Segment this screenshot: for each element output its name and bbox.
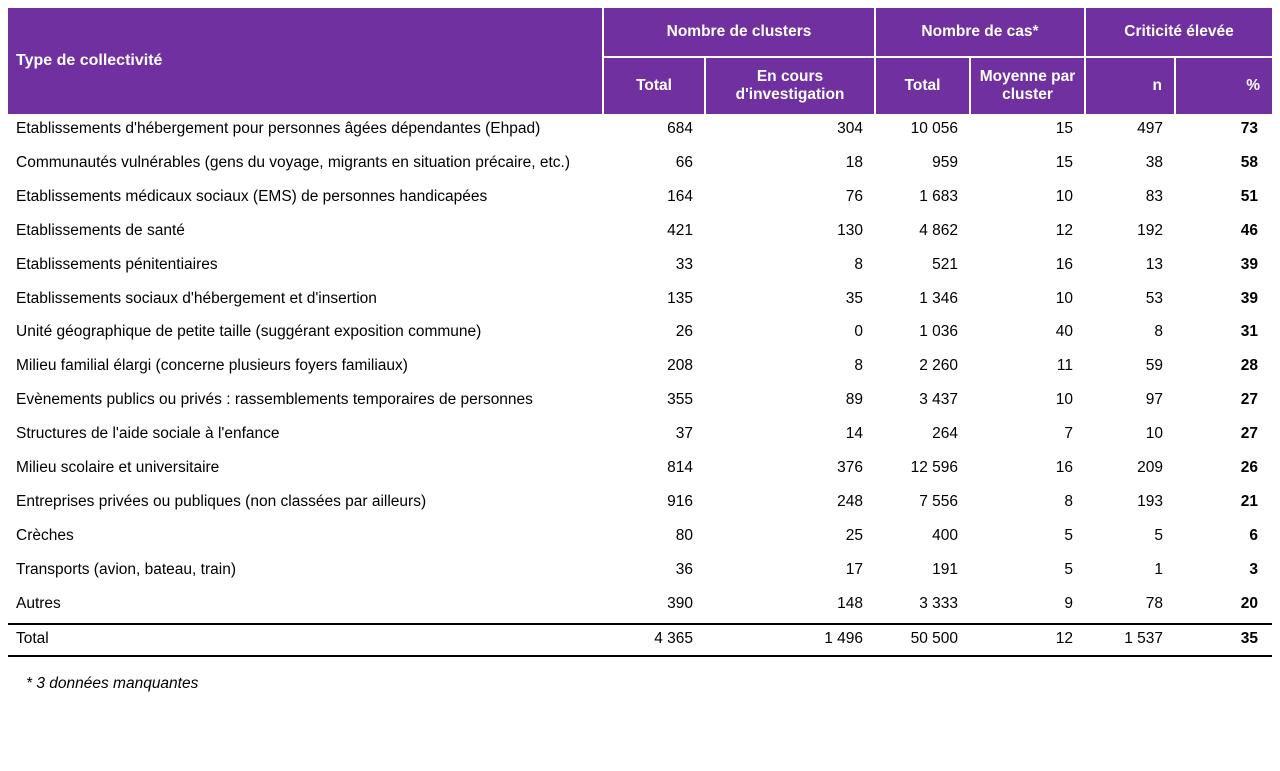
cell-clusters-total: 36 [603,555,705,589]
cell-cas-total: 10 056 [875,114,970,148]
cell-criticite-pct: 39 [1175,250,1272,284]
row-label: Structures de l'aide sociale à l'enfance [8,419,603,453]
cell-criticite-n: 5 [1085,521,1175,555]
clusters-table [8,8,1272,657]
cell-criticite-pct: 21 [1175,487,1272,521]
cell-clusters-en-cours: 376 [705,453,875,487]
cell-criticite-pct: 28 [1175,351,1272,385]
cell-criticite-n: 192 [1085,216,1175,250]
cell-cas-total: 959 [875,148,970,182]
cell-clusters-total: 80 [603,521,705,555]
cell-clusters-en-cours: 8 [705,250,875,284]
cell-cas-moyenne: 5 [970,555,1085,589]
table-row [8,487,1272,521]
cell-clusters-en-cours: 304 [705,114,875,148]
cell-cas-moyenne: 12 [970,624,1085,656]
cell-clusters-total: 814 [603,453,705,487]
cell-criticite-pct: 27 [1175,385,1272,419]
cell-criticite-pct: 73 [1175,114,1272,148]
table-row [8,589,1272,624]
cell-clusters-total: 421 [603,216,705,250]
row-label: Unité géographique de petite taille (suggérant exposition commune) [8,317,603,351]
cell-clusters-total: 135 [603,284,705,318]
cell-criticite-pct: 6 [1175,521,1272,555]
cell-criticite-pct: 46 [1175,216,1272,250]
cell-clusters-en-cours: 76 [705,182,875,216]
cell-clusters-total: 355 [603,385,705,419]
cell-cas-total: 1 036 [875,317,970,351]
cell-criticite-pct: 27 [1175,419,1272,453]
row-label: Autres [8,589,603,624]
table-row [8,351,1272,385]
cell-clusters-total: 33 [603,250,705,284]
cell-cas-total: 50 500 [875,624,970,656]
cell-criticite-n: 13 [1085,250,1175,284]
table-row [8,216,1272,250]
cell-cas-total: 12 596 [875,453,970,487]
cell-criticite-n: 97 [1085,385,1175,419]
cell-criticite-n: 209 [1085,453,1175,487]
column-header-clusters-en-cours: En cours d'investigation [705,57,875,114]
table-row [8,521,1272,555]
cell-clusters-total: 66 [603,148,705,182]
cell-clusters-en-cours: 18 [705,148,875,182]
cell-criticite-n: 8 [1085,317,1175,351]
cell-cas-total: 3 333 [875,589,970,624]
cell-clusters-en-cours: 25 [705,521,875,555]
cell-criticite-pct: 3 [1175,555,1272,589]
footnote: * 3 données manquantes [26,674,199,692]
cell-clusters-en-cours: 8 [705,351,875,385]
cell-cas-moyenne: 15 [970,148,1085,182]
cell-criticite-n: 1 [1085,555,1175,589]
cell-criticite-n: 1 537 [1085,624,1175,656]
cell-cas-total: 4 862 [875,216,970,250]
cell-clusters-en-cours: 89 [705,385,875,419]
cell-cas-moyenne: 16 [970,453,1085,487]
cell-cas-moyenne: 7 [970,419,1085,453]
table-row [8,317,1272,351]
cell-clusters-en-cours: 1 496 [705,624,875,656]
row-label: Etablissements sociaux d'hébergement et d'insertion [8,284,603,318]
cell-cas-moyenne: 10 [970,284,1085,318]
table-row [8,419,1272,453]
row-label: Etablissements d'hébergement pour personnes âgées dépendantes (Ehpad) [8,114,603,148]
cell-clusters-en-cours: 35 [705,284,875,318]
table-header [8,8,1272,114]
cell-cas-total: 264 [875,419,970,453]
cell-clusters-en-cours: 130 [705,216,875,250]
table-body [8,114,1272,656]
cell-clusters-total: 916 [603,487,705,521]
row-label: Etablissements pénitentiaires [8,250,603,284]
row-label: Evènements publics ou privés : rassemblements temporaires de personnes [8,385,603,419]
row-label: Crèches [8,521,603,555]
cell-criticite-n: 10 [1085,419,1175,453]
cell-cas-moyenne: 8 [970,487,1085,521]
table-row [8,284,1272,318]
cell-cas-moyenne: 10 [970,385,1085,419]
cell-criticite-pct: 31 [1175,317,1272,351]
cell-clusters-en-cours: 14 [705,419,875,453]
group-header-row [8,8,1272,57]
row-label: Entreprises privées ou publiques (non classées par ailleurs) [8,487,603,521]
row-label: Milieu familial élargi (concerne plusieurs foyers familiaux) [8,351,603,385]
table-row [8,182,1272,216]
cell-cas-total: 400 [875,521,970,555]
cell-cas-moyenne: 12 [970,216,1085,250]
cell-cas-moyenne: 16 [970,250,1085,284]
column-header-clusters-total: Total [603,57,705,114]
cell-cas-total: 191 [875,555,970,589]
cell-cas-moyenne: 11 [970,351,1085,385]
column-header-cas-total: Total [875,57,970,114]
cell-criticite-pct: 58 [1175,148,1272,182]
column-header-type-de-collectivite: Type de collectivité [8,8,603,114]
column-header-criticite-n: n [1085,57,1175,114]
cell-cas-moyenne: 15 [970,114,1085,148]
cell-cas-total: 7 556 [875,487,970,521]
cell-clusters-total: 26 [603,317,705,351]
cell-criticite-pct: 20 [1175,589,1272,624]
cell-clusters-total: 4 365 [603,624,705,656]
group-header-criticite-elevee: Criticité élevée [1085,8,1272,57]
table-row [8,385,1272,419]
cell-criticite-pct: 26 [1175,453,1272,487]
cell-cas-total: 3 437 [875,385,970,419]
table-row [8,250,1272,284]
row-label: Communautés vulnérables (gens du voyage, migrants en situation précaire, etc.) [8,148,603,182]
cell-criticite-pct: 51 [1175,182,1272,216]
cell-criticite-n: 53 [1085,284,1175,318]
cell-criticite-n: 497 [1085,114,1175,148]
table-row [8,453,1272,487]
cell-clusters-total: 684 [603,114,705,148]
cell-cas-total: 1 346 [875,284,970,318]
cell-criticite-n: 83 [1085,182,1175,216]
cell-criticite-n: 193 [1085,487,1175,521]
row-label: Total [8,624,603,656]
table-row [8,148,1272,182]
cell-cas-moyenne: 9 [970,589,1085,624]
cell-cas-total: 2 260 [875,351,970,385]
cell-cas-moyenne: 5 [970,521,1085,555]
table-row [8,555,1272,589]
cell-cas-total: 521 [875,250,970,284]
cell-cas-moyenne: 40 [970,317,1085,351]
group-header-nombre-de-clusters: Nombre de clusters [603,8,875,57]
cell-clusters-total: 164 [603,182,705,216]
cell-criticite-n: 59 [1085,351,1175,385]
cell-cas-moyenne: 10 [970,182,1085,216]
column-header-criticite-pct: % [1175,57,1272,114]
table-row [8,114,1272,148]
cell-criticite-n: 38 [1085,148,1175,182]
row-label: Transports (avion, bateau, train) [8,555,603,589]
row-label: Milieu scolaire et universitaire [8,453,603,487]
cell-clusters-total: 37 [603,419,705,453]
group-header-nombre-de-cas: Nombre de cas* [875,8,1085,57]
cell-clusters-en-cours: 0 [705,317,875,351]
cell-clusters-en-cours: 248 [705,487,875,521]
cell-criticite-pct: 35 [1175,624,1272,656]
cell-clusters-total: 208 [603,351,705,385]
cell-clusters-total: 390 [603,589,705,624]
column-header-cas-moyenne: Moyenne par cluster [970,57,1085,114]
cell-cas-total: 1 683 [875,182,970,216]
cell-clusters-en-cours: 17 [705,555,875,589]
row-label: Etablissements médicaux sociaux (EMS) de personnes handicapées [8,182,603,216]
total-row [8,624,1272,656]
cell-clusters-en-cours: 148 [705,589,875,624]
cell-criticite-n: 78 [1085,589,1175,624]
row-label: Etablissements de santé [8,216,603,250]
cell-criticite-pct: 39 [1175,284,1272,318]
